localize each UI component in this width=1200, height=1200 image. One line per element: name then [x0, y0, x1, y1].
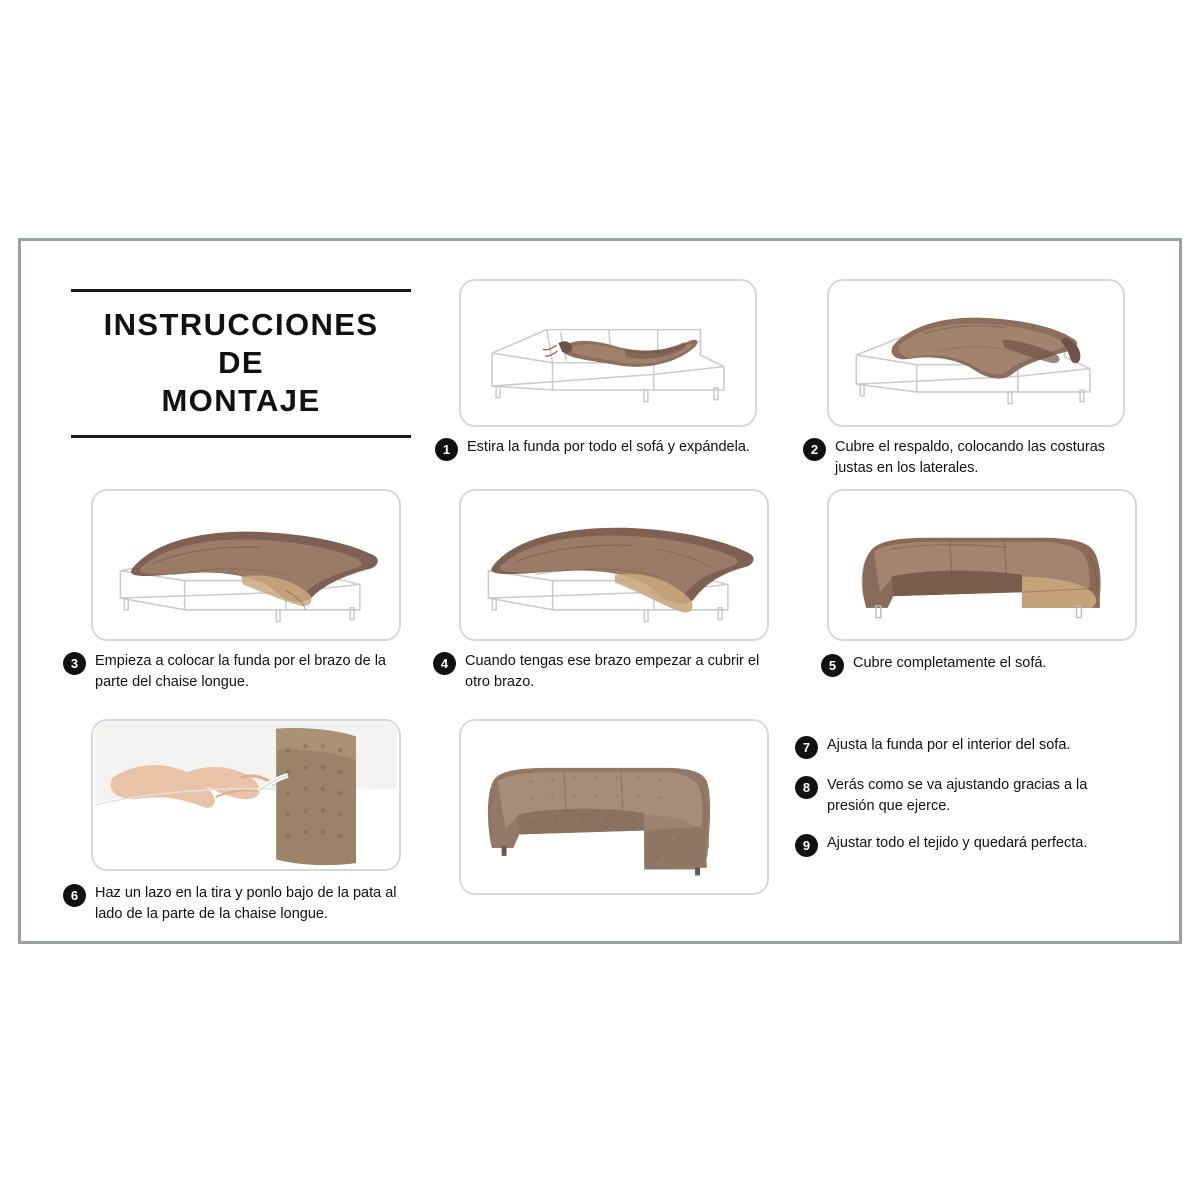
step-8-text: Verás como se va ajustando gracias a la presión que ejerce.: [827, 777, 1088, 814]
step-7-badge: 7: [795, 736, 818, 759]
step-9-badge: 9: [795, 834, 818, 857]
step-5-text: Cubre completamente el sofá.: [853, 655, 1047, 671]
step-3-badge: 3: [63, 652, 86, 675]
step-1-text: Estira la funda por todo el sofá y expándela.: [467, 439, 750, 455]
step-1-caption: [435, 437, 765, 461]
step-2-caption: [803, 437, 1123, 478]
step-5-illustration: [829, 491, 1135, 639]
step-8-caption: [795, 775, 1115, 816]
step-6-illustration: [93, 721, 399, 869]
step-3-illustration: [93, 491, 399, 639]
title-line-3: MONTAJE: [161, 382, 321, 418]
step-5-caption: [821, 653, 1121, 677]
step-4-badge: 4: [433, 652, 456, 675]
title-rule-top: [71, 289, 411, 292]
step-1-panel: [459, 279, 757, 427]
step-6-panel: [91, 719, 401, 871]
step-4-illustration: [461, 491, 767, 639]
step-2-panel: [827, 279, 1125, 427]
step-7-9-panel: [459, 719, 769, 895]
step-5-panel: [827, 489, 1137, 641]
step-9-text: Ajustar todo el tejido y quedará perfecta.: [827, 835, 1088, 851]
title-rule-bottom: [71, 435, 411, 438]
step-2-text: Cubre el respaldo, colocando las costuras justas en los laterales.: [835, 439, 1106, 476]
step-5-badge: 5: [821, 654, 844, 677]
step-7-9-illustration: [461, 721, 767, 893]
step-1-illustration: [461, 281, 755, 425]
step-2-badge: 2: [803, 438, 826, 461]
step-3-caption: [63, 651, 405, 692]
title-line-2: DE: [218, 344, 264, 380]
title-line-1: INSTRUCCIONES: [103, 307, 379, 342]
step-8-badge: 8: [795, 776, 818, 799]
instructions-sheet: [18, 238, 1182, 944]
page-title: [71, 289, 411, 438]
step-3-panel: [91, 489, 401, 641]
step-6-text: Haz un lazo en la tira y ponlo bajo de la pata al lado de la parte de la chaise longue.: [95, 885, 397, 922]
step-2-illustration: [829, 281, 1123, 425]
step-1-badge: 1: [435, 438, 458, 461]
step-3-text: Empieza a colocar la funda por el brazo de la parte del chaise longue.: [95, 653, 386, 690]
step-6-caption: [63, 883, 411, 924]
step-6-badge: 6: [63, 884, 86, 907]
step-4-caption: [433, 651, 765, 692]
step-7-caption: [795, 735, 1115, 759]
step-7-text: Ajusta la funda por el interior del sofa.: [827, 737, 1071, 753]
step-4-panel: [459, 489, 769, 641]
step-9-caption: [795, 833, 1125, 857]
step-4-text: Cuando tengas ese brazo empezar a cubrir el otro brazo.: [465, 653, 760, 690]
